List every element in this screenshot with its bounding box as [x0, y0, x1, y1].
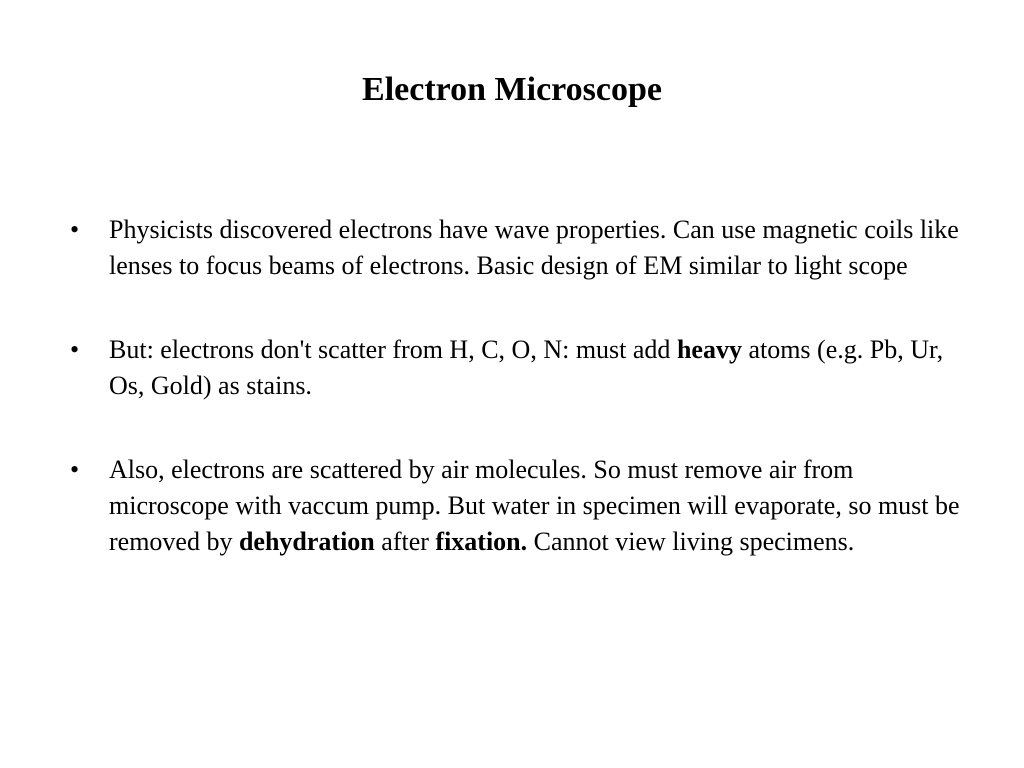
bullet-text-segment: Physicists discovered electrons have wave properties. Can use magnetic coils like lenses to focus beams of electrons. Basic design of EM similar to light scope — [109, 215, 959, 280]
bullet-text — [109, 215, 959, 280]
bullet-text — [109, 335, 943, 400]
bullet-text-segment: But: electrons don't scatter from H, C, O, N: must add — [109, 335, 677, 364]
bullet-icon: • — [70, 455, 80, 484]
bullet-list — [70, 212, 960, 560]
bullet-item — [70, 332, 960, 404]
bold-term-heavy: heavy — [676, 335, 742, 364]
bullet-text-segment: atoms (e.g. Pb, Ur, Os, Gold) as stains. — [109, 335, 944, 400]
bullet-text-segment: Cannot view living specimens. — [527, 527, 855, 556]
bullet-item — [70, 212, 960, 284]
bullet-text-segment: after — [374, 527, 436, 556]
bullet-icon: • — [70, 335, 80, 364]
slide-title: Electron Microscope — [362, 71, 662, 108]
bullet-item — [70, 452, 960, 560]
bullet-icon: • — [70, 215, 80, 244]
bullet-text — [109, 455, 960, 556]
bullet-text-segment: Also, electrons are scattered by air molecules. So must remove air from microscope with vaccum pump. But water in specimen will evaporate, so must be removed by — [109, 455, 960, 556]
bold-term-dehydration: dehydration — [238, 527, 375, 556]
bold-term-fixation: fixation. — [435, 527, 528, 556]
